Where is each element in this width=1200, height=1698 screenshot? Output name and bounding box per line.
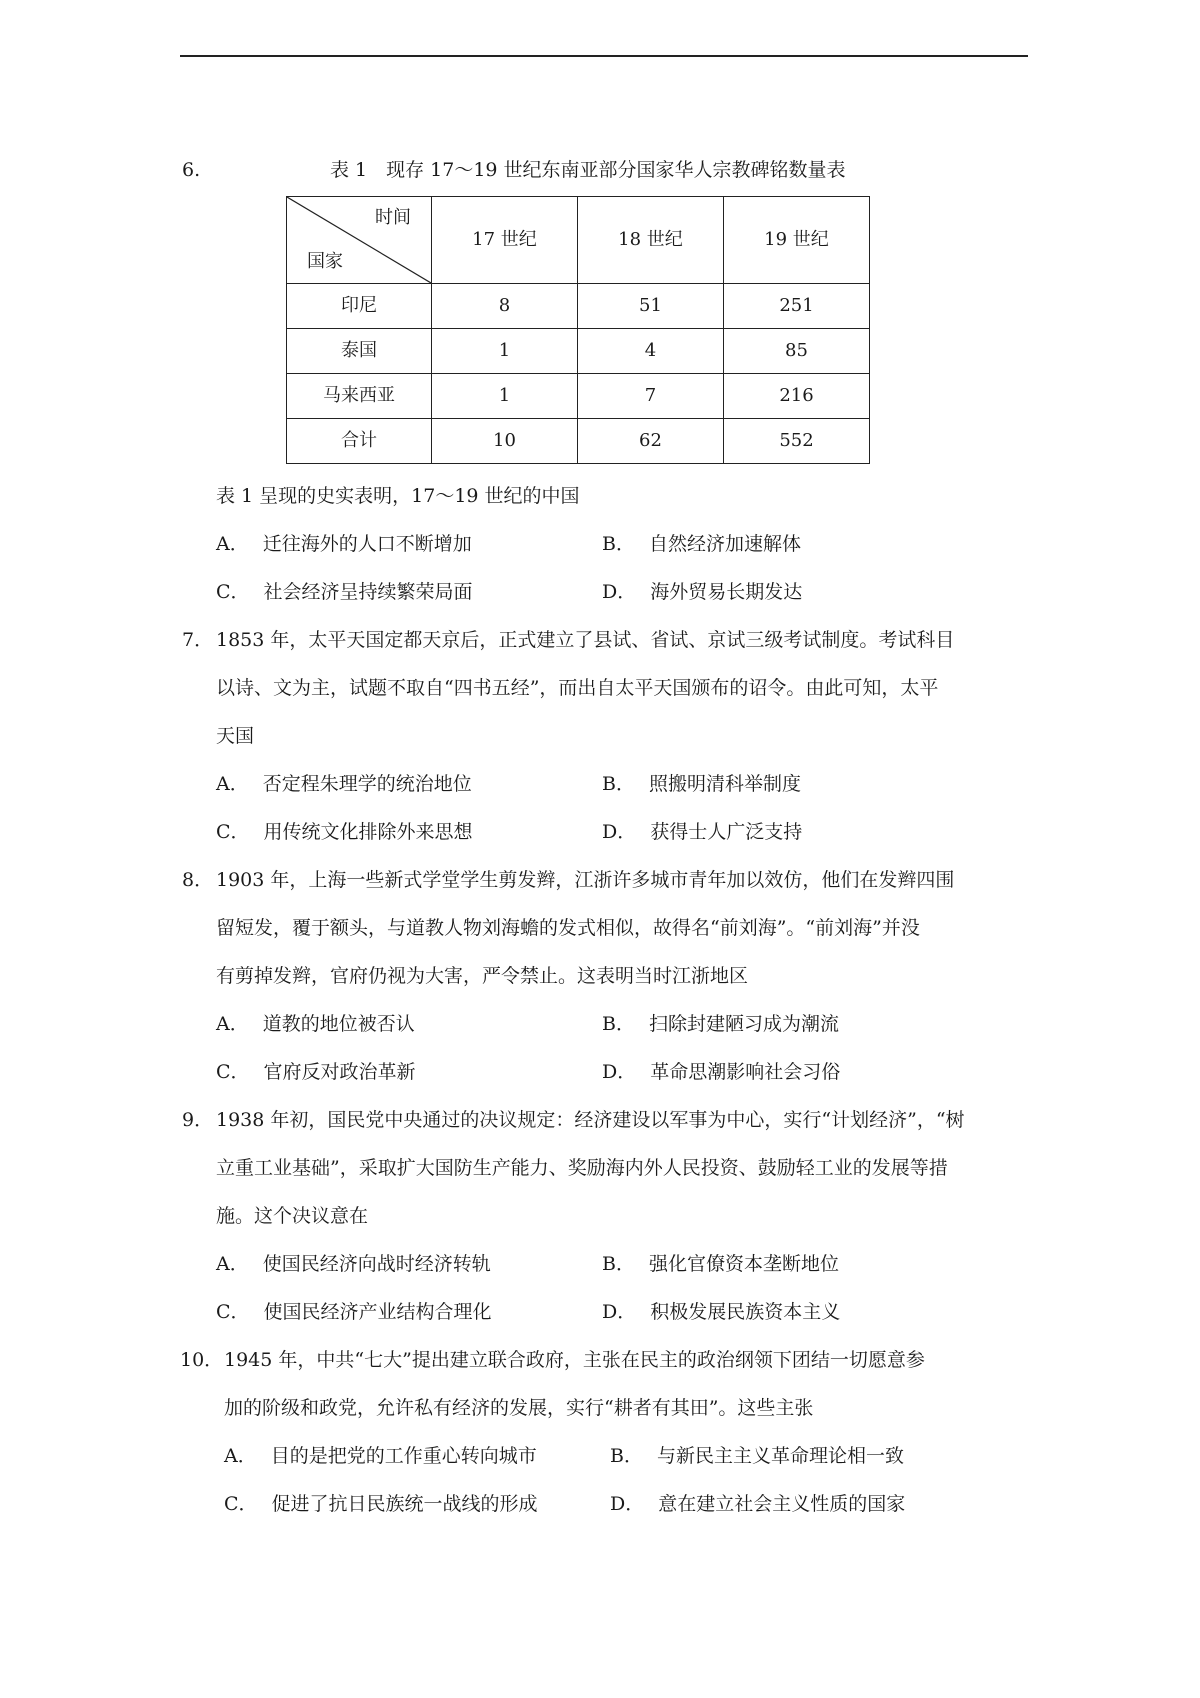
option-row xyxy=(216,568,1032,616)
option-a[interactable] xyxy=(216,520,602,568)
option-text: 自然经济加速解体 xyxy=(648,533,801,555)
option-c[interactable] xyxy=(216,1288,602,1336)
option-d[interactable] xyxy=(602,1288,988,1336)
table-row xyxy=(287,374,870,419)
option-text: 道教的地位被否认 xyxy=(262,1013,415,1035)
column-header: 19 世纪 xyxy=(724,197,870,284)
option-letter: B． xyxy=(610,1445,643,1467)
row-label: 马来西亚 xyxy=(287,374,432,419)
option-letter: D． xyxy=(610,1493,645,1515)
option-letter: B． xyxy=(602,1253,635,1275)
option-row xyxy=(216,520,1032,568)
question-number: 7． xyxy=(182,629,214,651)
column-header: 17 世纪 xyxy=(432,197,578,284)
option-text: 扫除封建陋习成为潮流 xyxy=(648,1013,839,1035)
stem-line: 1938 年初，国民党中央通过的决议规定：经济建设以军事为中心，实行“计划经济”，“树 xyxy=(216,1109,965,1131)
option-text: 海外贸易长期发达 xyxy=(650,581,803,603)
option-b[interactable] xyxy=(602,760,988,808)
option-text: 使国民经济向战时经济转轨 xyxy=(262,1253,491,1275)
option-text: 意在建立社会主义性质的国家 xyxy=(658,1493,906,1515)
option-text: 与新民主主义革命理论相一致 xyxy=(656,1445,904,1467)
table-cell: 4 xyxy=(578,329,724,374)
option-d[interactable] xyxy=(602,808,988,856)
option-text: 否定程朱理学的统治地位 xyxy=(262,773,472,795)
option-b[interactable] xyxy=(602,1000,988,1048)
table-header-row xyxy=(287,197,870,284)
option-text: 迁往海外的人口不断增加 xyxy=(262,533,472,555)
option-text: 促进了抗日民族统一战线的形成 xyxy=(271,1493,538,1515)
option-b[interactable] xyxy=(602,520,988,568)
question-7 xyxy=(182,616,1032,856)
option-b[interactable] xyxy=(610,1432,996,1480)
table-cell: 552 xyxy=(724,419,870,464)
option-a[interactable] xyxy=(216,760,602,808)
question-stem xyxy=(216,1096,1032,1240)
stem-line: 1903 年，上海一些新式学堂学生剪发辫，江浙许多城市青年加以效仿，他们在发辫四围 xyxy=(216,869,955,891)
option-letter: C． xyxy=(224,1493,258,1515)
option-letter: D． xyxy=(602,1301,637,1323)
option-letter: C． xyxy=(216,1061,250,1083)
exam-content xyxy=(182,150,1032,1528)
option-letter: C． xyxy=(216,1301,250,1323)
option-row xyxy=(224,1480,1032,1528)
row-label: 印尼 xyxy=(287,284,432,329)
option-c[interactable] xyxy=(216,1048,602,1096)
option-letter: D． xyxy=(602,1061,637,1083)
option-d[interactable] xyxy=(602,568,988,616)
option-letter: D． xyxy=(602,581,637,603)
stem-line: 立重工业基础”，采取扩大国防生产能力、奖励海内外人民投资、鼓励轻工业的发展等措 xyxy=(216,1157,948,1179)
option-text: 目的是把党的工作重心转向城市 xyxy=(270,1445,537,1467)
stem-line: 加的阶级和政党，允许私有经济的发展，实行“耕者有其田”。这些主张 xyxy=(224,1397,814,1419)
option-d[interactable] xyxy=(610,1480,996,1528)
option-letter: A． xyxy=(224,1445,257,1467)
option-letter: B． xyxy=(602,1013,635,1035)
question-6 xyxy=(182,150,1032,616)
option-d[interactable] xyxy=(602,1048,988,1096)
option-a[interactable] xyxy=(216,1240,602,1288)
question-number: 9． xyxy=(182,1109,214,1131)
option-text: 积极发展民族资本主义 xyxy=(650,1301,841,1323)
table-corner-cell xyxy=(287,197,432,284)
option-letter: C． xyxy=(216,581,250,603)
option-letter: A． xyxy=(216,773,249,795)
table-row xyxy=(287,329,870,374)
option-row xyxy=(216,808,1032,856)
question-10 xyxy=(182,1336,1032,1528)
header-rule xyxy=(180,55,1028,57)
row-label: 合计 xyxy=(287,419,432,464)
option-row xyxy=(216,1240,1032,1288)
row-label: 泰国 xyxy=(287,329,432,374)
table-cell: 251 xyxy=(724,284,870,329)
table-cell: 10 xyxy=(432,419,578,464)
question-number: 6. xyxy=(182,159,201,181)
option-text: 用传统文化排除外来思想 xyxy=(263,821,473,843)
question-number: 8． xyxy=(182,869,214,891)
stem-line: 施。这个决议意在 xyxy=(216,1205,369,1227)
table-title: 表 1 现存 17～19 世纪东南亚部分国家华人宗教碑铭数量表 xyxy=(330,159,846,181)
option-a[interactable] xyxy=(224,1432,610,1480)
option-row xyxy=(216,760,1032,808)
table-row xyxy=(287,284,870,329)
table-cell: 8 xyxy=(432,284,578,329)
stem-line: 天国 xyxy=(216,725,255,747)
question-number: 10． xyxy=(180,1349,224,1371)
question-stem xyxy=(216,856,1032,1000)
option-row xyxy=(216,1048,1032,1096)
question-stem: 表 1 呈现的史实表明，17～19 世纪的中国 xyxy=(216,485,580,507)
option-letter: A． xyxy=(216,1013,249,1035)
stem-line: 1853 年，太平天国定都天京后，正式建立了县试、省试、京试三级考试制度。考试科目 xyxy=(216,629,955,651)
option-c[interactable] xyxy=(216,568,602,616)
table-cell: 216 xyxy=(724,374,870,419)
option-text: 获得士人广泛支持 xyxy=(650,821,803,843)
corner-label-country: 国家 xyxy=(307,251,343,272)
table-title-row xyxy=(182,150,1032,190)
option-text: 强化官僚资本垄断地位 xyxy=(648,1253,839,1275)
question-8 xyxy=(182,856,1032,1096)
option-text: 社会经济呈持续繁荣局面 xyxy=(263,581,473,603)
option-letter: A． xyxy=(216,533,249,555)
table-row xyxy=(287,419,870,464)
option-c[interactable] xyxy=(216,808,602,856)
option-text: 革命思潮影响社会习俗 xyxy=(650,1061,841,1083)
data-table xyxy=(286,196,870,464)
option-text: 官府反对政治革新 xyxy=(263,1061,416,1083)
option-text: 使国民经济产业结构合理化 xyxy=(263,1301,492,1323)
question-stem xyxy=(216,616,1032,760)
stem-line: 以诗、文为主，试题不取自“四书五经”，而出自太平天国颁布的诏令。由此可知，太平 xyxy=(216,677,939,699)
corner-label-time: 时间 xyxy=(375,207,411,228)
table-cell: 7 xyxy=(578,374,724,419)
option-letter: B． xyxy=(602,773,635,795)
option-letter: A． xyxy=(216,1253,249,1275)
table-cell: 85 xyxy=(724,329,870,374)
question-stem xyxy=(224,1336,1032,1432)
option-letter: D． xyxy=(602,821,637,843)
stem-line: 1945 年，中共“七大”提出建立联合政府，主张在民主的政治纲领下团结一切愿意参 xyxy=(224,1349,925,1371)
option-a[interactable] xyxy=(216,1000,602,1048)
column-header: 18 世纪 xyxy=(578,197,724,284)
option-row xyxy=(216,1288,1032,1336)
table-cell: 1 xyxy=(432,374,578,419)
table-cell: 1 xyxy=(432,329,578,374)
option-letter: B． xyxy=(602,533,635,555)
stem-line: 有剪掉发辫，官府仍视为大害，严令禁止。这表明当时江浙地区 xyxy=(216,965,749,987)
option-c[interactable] xyxy=(224,1480,610,1528)
option-row xyxy=(224,1432,1032,1480)
option-text: 照搬明清科举制度 xyxy=(648,773,801,795)
option-letter: C． xyxy=(216,821,250,843)
question-9 xyxy=(182,1096,1032,1336)
stem-line: 留短发，覆于额头，与道教人物刘海蟾的发式相似，故得名“前刘海”。“前刘海”并没 xyxy=(216,917,920,939)
option-row xyxy=(216,1000,1032,1048)
option-b[interactable] xyxy=(602,1240,988,1288)
table-cell: 51 xyxy=(578,284,724,329)
table-cell: 62 xyxy=(578,419,724,464)
